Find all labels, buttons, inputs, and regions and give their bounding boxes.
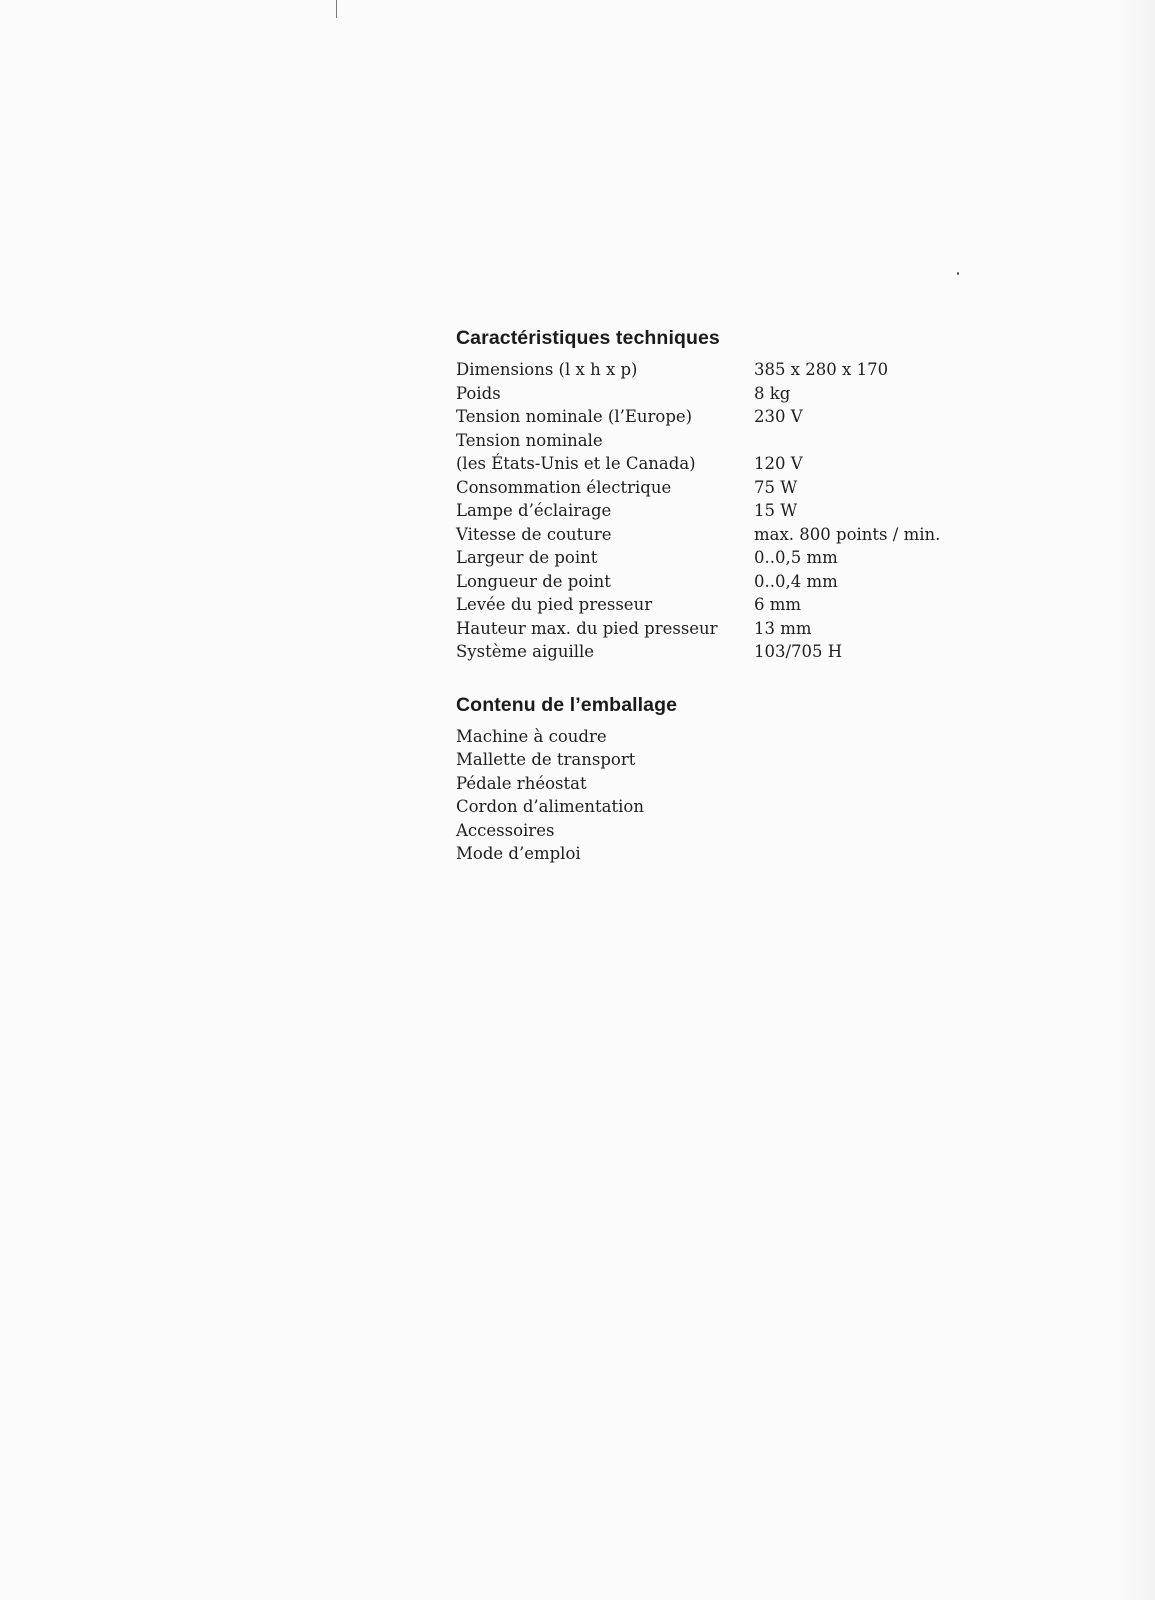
- spec-value: max. 800 points / min.: [754, 524, 941, 544]
- table-row: [456, 358, 940, 382]
- specs-table: [456, 358, 940, 664]
- spec-value: 103/705 H: [754, 642, 843, 661]
- table-row: [456, 546, 940, 570]
- spec-value: 13 mm: [754, 618, 812, 638]
- table-row: [456, 640, 940, 664]
- list-item: Machine à coudre: [456, 726, 607, 746]
- spec-label: Dimensions (l x h x p): [456, 360, 638, 379]
- spec-label: [456, 429, 754, 476]
- list-item: Mallette de transport: [456, 750, 636, 769]
- table-row: [456, 570, 940, 594]
- spec-label-line: (les États-Unis et le Canada): [456, 454, 696, 473]
- spec-label: Longueur de point: [456, 571, 611, 591]
- spec-value: 120 V: [754, 454, 803, 473]
- package-contents-list: [456, 725, 1016, 866]
- spec-value: 15 W: [754, 501, 798, 520]
- spec-label: Hauteur max. du pied presseur: [456, 618, 718, 638]
- table-row: [456, 405, 940, 429]
- package-heading: Contenu de l’emballage: [456, 693, 678, 716]
- section-spacer: [456, 664, 1016, 692]
- spec-value: 0..0,5 mm: [754, 548, 838, 567]
- spec-value: 75 W: [754, 477, 798, 497]
- scan-edge-shadow: [1117, 0, 1155, 1600]
- spec-value: 230 V: [754, 407, 803, 426]
- list-item: Cordon d’alimentation: [456, 797, 644, 816]
- table-row: [456, 617, 940, 641]
- spec-label: Tension nominale (l’Europe): [456, 407, 693, 426]
- specs-heading: Caractéristiques techniques: [456, 327, 720, 349]
- spec-label: Largeur de point: [456, 548, 598, 567]
- document-content: [456, 325, 1016, 866]
- list-item: Accessoires: [456, 820, 555, 840]
- scan-edge-mark: [336, 0, 337, 18]
- spec-label: Consommation électrique: [456, 477, 672, 497]
- spec-value: 385 x 280 x 170: [754, 360, 889, 379]
- spec-label: Poids: [456, 383, 501, 403]
- spec-label-line: Tension nominale: [456, 430, 603, 450]
- spec-label: Lampe d’éclairage: [456, 501, 612, 520]
- table-row: [456, 429, 940, 476]
- table-row: [456, 499, 940, 523]
- spec-label: Système aiguille: [456, 642, 595, 661]
- table-row: [456, 476, 940, 500]
- spec-value: 8 kg: [754, 383, 791, 403]
- scan-speck: [957, 272, 959, 275]
- spec-value: 0..0,4 mm: [754, 571, 838, 591]
- list-item: Pédale rhéostat: [456, 773, 587, 793]
- spec-label: Vitesse de couture: [456, 524, 612, 544]
- spec-value: 6 mm: [754, 595, 802, 614]
- list-item: Mode d’emploi: [456, 844, 581, 863]
- table-row: [456, 382, 940, 406]
- spec-label: Levée du pied presseur: [456, 595, 653, 614]
- table-row: [456, 593, 940, 617]
- table-row: [456, 523, 940, 547]
